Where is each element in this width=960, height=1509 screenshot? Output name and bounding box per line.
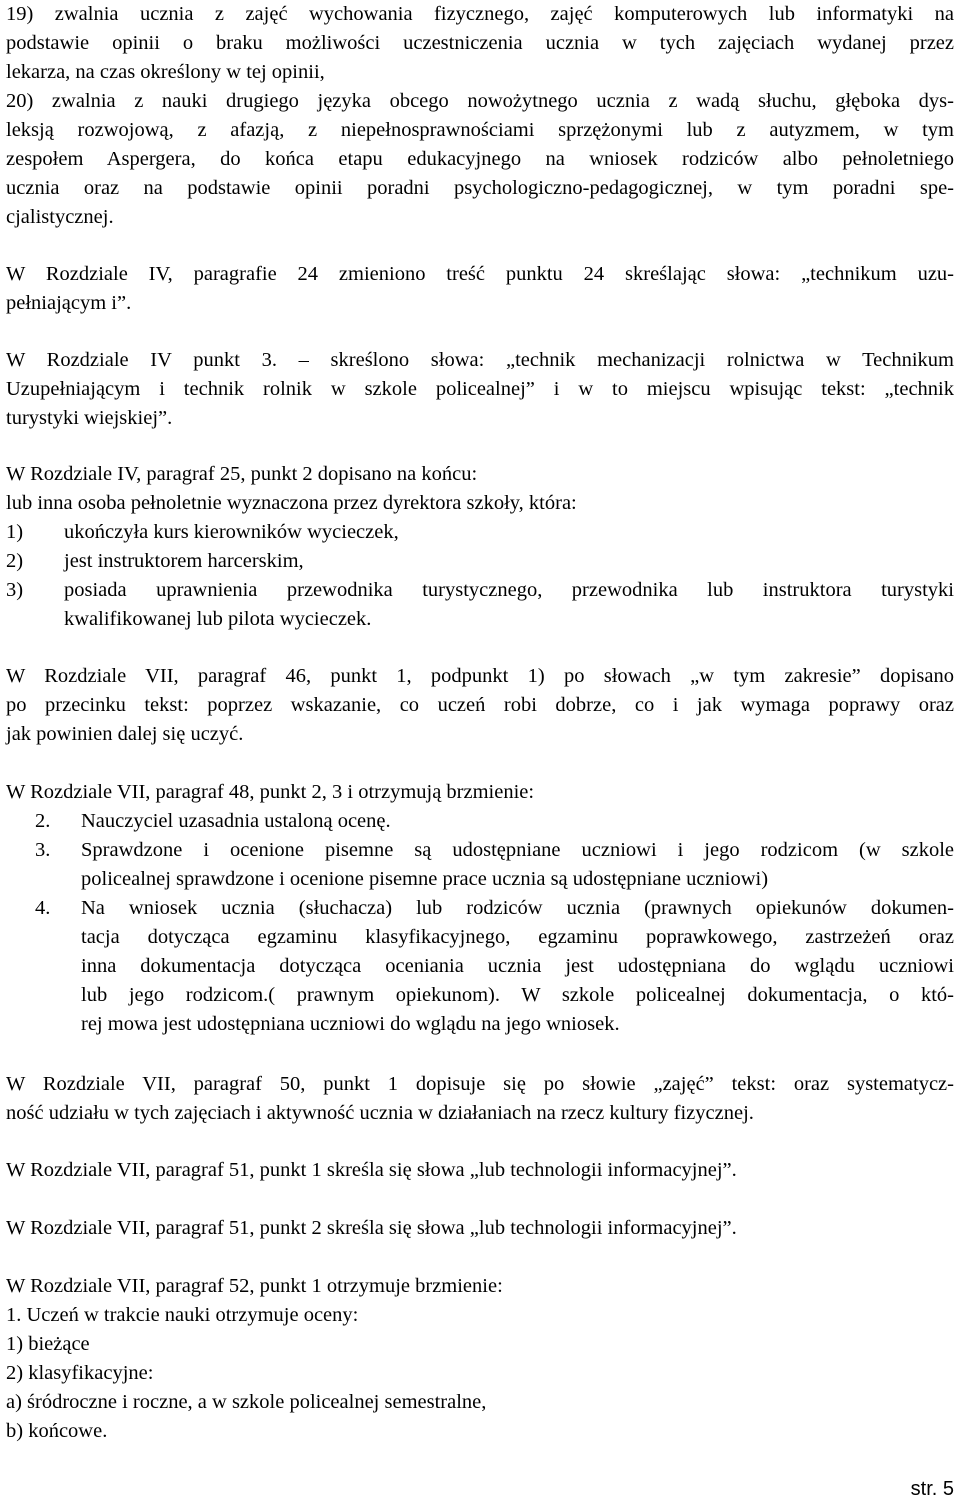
paragraph-chapter-vii-par-51-point-2: [6, 1214, 954, 1243]
list-item-number: 2): [6, 550, 24, 572]
list-item-number: 2.: [35, 810, 51, 832]
list-item: [6, 836, 954, 894]
text-line: W Rozdziale IV punkt 3. – skreślono słowa: „technik mechanizacji rolnictwa w Technikum: [6, 349, 954, 371]
list-item-number: 1): [6, 521, 24, 543]
text-line: W Rozdziale VII, paragraf 48, punkt 2, 3 i otrzymują brzmienie:: [6, 781, 535, 803]
text-line: W Rozdziale IV, paragraf 25, punkt 2 dopisano na końcu:: [6, 463, 478, 485]
list-item-text: lub jego rodzicom.( prawnym opiekunom). W szkole policealnej dokumentacja, o któ-: [81, 984, 954, 1006]
paragraph-chapter-iv-par-24: [6, 260, 954, 318]
list-item: [6, 518, 954, 547]
paragraph-chapter-iv-par-25: [6, 460, 954, 634]
text-line: lub inna osoba pełnoletnie wyznaczona przez dyrektora szkoły, która:: [6, 492, 577, 514]
text-line: W Rozdziale IV, paragrafie 24 zmieniono treść punktu 24 skreślając słowa: „technikum uzu-: [6, 263, 954, 285]
text-line: leksją rozwojową, z afazją, z niepełnosprawnościami sprzężonymi lub z autyzmem, w tym: [6, 119, 954, 141]
page-number: str. 5: [910, 1478, 954, 1500]
list-item-text: kwalifikowanej lub pilota wycieczek.: [64, 608, 372, 630]
text-line: 1. Uczeń w trakcie nauki otrzymuje oceny:: [6, 1304, 359, 1326]
list-item: [6, 547, 954, 576]
text-line: podstawie opinii o braku możliwości uczestniczenia ucznia w tych zajęciach wydanej przez: [6, 32, 954, 54]
paragraph-chapter-vii-par-52: [6, 1272, 954, 1446]
text-line: turystyki wiejskiej”.: [6, 407, 173, 429]
list-item-text: jest instruktorem harcerskim,: [64, 550, 304, 572]
paragraph-statute-points-19-20: [6, 0, 954, 232]
list-item-text: Sprawdzone i ocenione pisemne są udostępniane uczniowi i jego rodzicom (w szkole: [81, 839, 954, 861]
text-line: po przecinku tekst: poprzez wskazanie, co uczeń robi dobrze, co i jak wymaga poprawy oraz: [6, 694, 954, 716]
text-line: W Rozdziale VII, paragraf 51, punkt 1 skreśla się słowa „lub technologii informacyjnej”.: [6, 1159, 737, 1181]
list-item-text: tacja dotycząca egzaminu klasyfikacyjnego, egzaminu poprawkowego, zastrzeżeń oraz: [81, 926, 954, 948]
text-line: a) śródroczne i roczne, a w szkole policealnej semestralne,: [6, 1391, 487, 1413]
paragraph-chapter-vii-par-46: [6, 662, 954, 749]
text-line: zespołem Aspergera, do końca etapu edukacyjnego na wniosek rodziców albo pełnoletniego: [6, 148, 954, 170]
list-item: [6, 894, 954, 1039]
paragraph-chapter-vii-par-48: [6, 778, 954, 1039]
list-item-text: inna dokumentacja dotycząca oceniania ucznia jest udostępniana do wglądu uczniowi: [81, 955, 954, 977]
text-line: pełniającym i”.: [6, 292, 132, 314]
text-line: 1) bieżące: [6, 1333, 90, 1355]
text-line: W Rozdziale VII, paragraf 52, punkt 1 otrzymuje brzmienie:: [6, 1275, 503, 1297]
text-line: cjalistycznej.: [6, 206, 114, 228]
text-line: 20) zwalnia z nauki drugiego języka obcego nowożytnego ucznia z wadą słuchu, głęboka dys-: [6, 90, 954, 112]
list-item: [6, 576, 954, 634]
text-line: Uzupełniającym i technik rolnik w szkole policealnej” i w to miejscu wpisując tekst: „technik: [6, 378, 954, 400]
text-line: 19) zwalnia ucznia z zajęć wychowania fizycznego, zajęć komputerowych lub informatyki na: [6, 3, 954, 25]
text-line: jak powinien dalej się uczyć.: [6, 723, 244, 745]
text-line: W Rozdziale VII, paragraf 46, punkt 1, podpunkt 1) po słowach „w tym zakresie” dopisano: [6, 665, 954, 687]
list-item: [6, 807, 954, 836]
text-line: b) końcowe.: [6, 1420, 108, 1442]
list-item-text: Na wniosek ucznia (słuchacza) lub rodziców ucznia (prawnych opiekunów dokumen-: [81, 897, 954, 919]
paragraph-chapter-vii-par-50: [6, 1070, 954, 1128]
list-item-text: Nauczyciel uzasadnia ustaloną ocenę.: [81, 810, 391, 832]
list-item-number: 3.: [35, 839, 51, 861]
text-line: W Rozdziale VII, paragraf 51, punkt 2 skreśla się słowa „lub technologii informacyjnej”.: [6, 1217, 737, 1239]
text-line: ucznia oraz na podstawie opinii poradni psychologiczno-pedagogicznej, w tym poradni spe-: [6, 177, 954, 199]
text-line: 2) klasyfikacyjne:: [6, 1362, 154, 1384]
list-item-number: 3): [6, 579, 24, 601]
paragraph-chapter-vii-par-51-point-1: [6, 1156, 954, 1185]
text-line: W Rozdziale VII, paragraf 50, punkt 1 dopisuje się po słowie „zajęć” tekst: oraz systematycz-: [6, 1073, 954, 1095]
list-item-number: 4.: [35, 897, 51, 919]
list-item-text: rej mowa jest udostępniana uczniowi do wglądu na jego wniosek.: [81, 1013, 620, 1035]
list-item-text: policealnej sprawdzone i ocenione pisemne prace ucznia są udostępniane uczniowi): [81, 868, 769, 890]
text-line: lekarza, na czas określony w tej opinii,: [6, 61, 325, 83]
text-line: ność udziału w tych zajęciach i aktywność ucznia w działaniach na rzecz kultury fizycznej.: [6, 1102, 754, 1124]
list-item-text: ukończyła kurs kierowników wycieczek,: [64, 521, 399, 543]
paragraph-chapter-iv-point-3: [6, 346, 954, 433]
list-item-text: posiada uprawnienia przewodnika turystycznego, przewodnika lub instruktora turystyki: [64, 579, 954, 601]
